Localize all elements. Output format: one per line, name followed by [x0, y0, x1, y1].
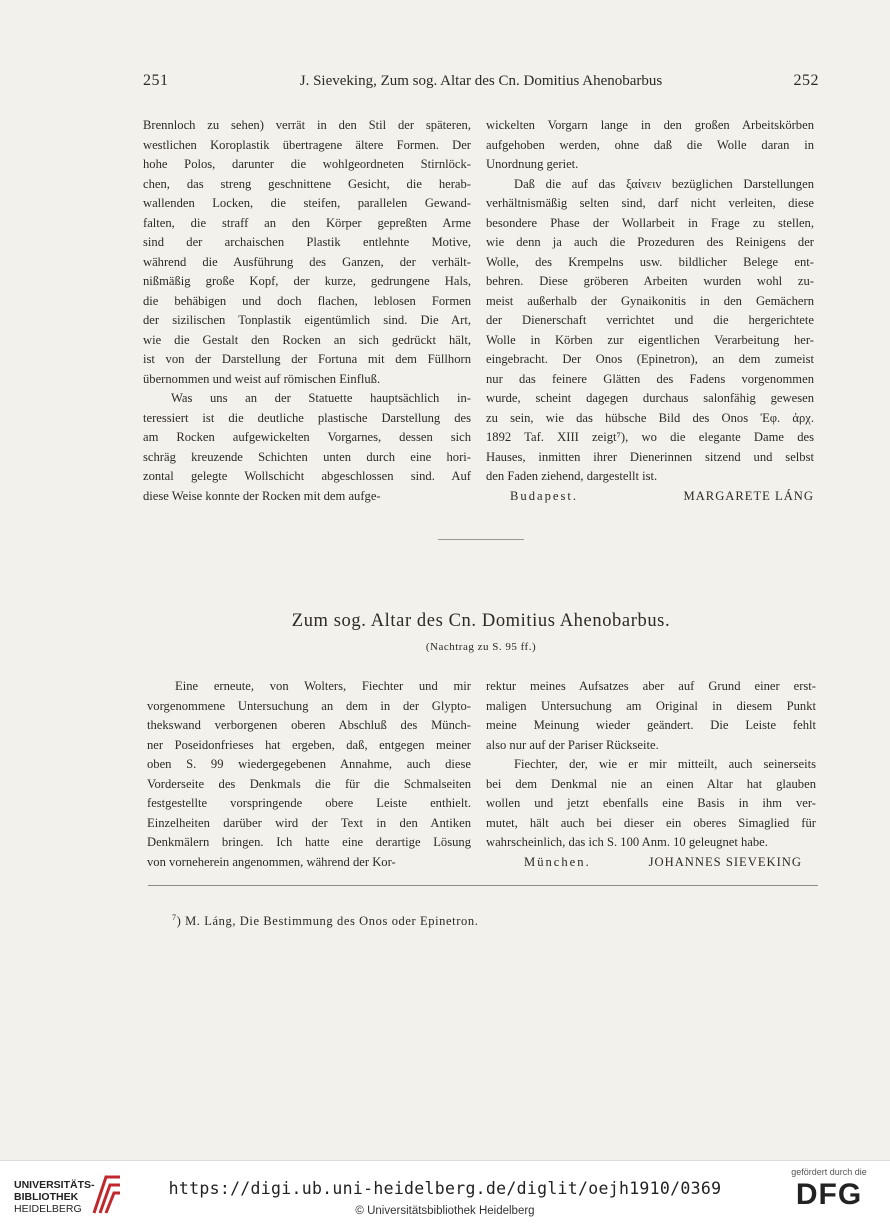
paragraph [143, 116, 471, 389]
text-line: Fiechter, der, wie er mir mitteilt, auch seinerseits [514, 757, 816, 771]
signature [486, 853, 816, 873]
text-line: wallenden Locken, die steifen, parallelen Gewand- [143, 196, 471, 210]
text-line: nißmäßig große Kopf, der kurze, gedrungene Hals, [143, 274, 471, 288]
text-line: meist außerhalb der Gynaikonitis in den Gemächern [486, 293, 814, 308]
text-line: nur das feinere Glätten des Fadens vorgenommen [486, 371, 814, 386]
text-line: teressiert ist die deutliche plastische Darstellung des [143, 410, 471, 425]
text-line: Brennloch zu sehen) verrät in den Stil der späteren, [143, 118, 471, 132]
upper-left-column [143, 116, 471, 506]
paragraph [147, 677, 471, 872]
text-line: die behäbigen und doch flachen, leblosen Formen [143, 293, 471, 308]
running-head [143, 72, 819, 94]
paragraph [486, 677, 816, 755]
text-line: zu sein, wie das hübsche Bild des Onos Ἐφ. ἀρχ. [486, 410, 814, 425]
text-line: eingebracht. Der Onos (Epinetron), an dem zumeist [486, 352, 814, 366]
library-name-line: UNIVERSITÄTS- [14, 1179, 95, 1191]
text-line: wie die Gestalt den Rocken an sich gedrückt hält, [143, 332, 471, 347]
paragraph [143, 389, 471, 506]
funding-note: gefördert durch die [791, 1167, 867, 1177]
text-line: wahrscheinlich, das ich S. 100 Anm. 10 geleugnet habe. [486, 835, 768, 849]
text-line: westlichen Koroplastik übertragene ältere Formen. Der [143, 137, 471, 152]
article-title: Zum sog. Altar des Cn. Domitius Ahenobarbus. [291, 611, 671, 631]
text-line: behren. Diese gröberen Arbeiten wurden wohl zu- [486, 274, 814, 288]
signature [486, 487, 814, 507]
text-line: ner Poseidonfrieses hat ergeben, daß, entgegen meiner [147, 737, 471, 752]
text-line: ist von der Darstellung der Fortuna mit dem Füllhorn [143, 352, 471, 366]
text-line: zontal gelegte Wollschicht abgeschlossen sind. Auf [143, 469, 471, 483]
text-line: während die Ausführung des Ganzen, der verhält- [143, 254, 471, 269]
text-line: chen, das streng geschnittene Gesicht, die herab- [143, 176, 471, 191]
text-line: besondere Phase der Wollarbeit in Frage zu stellen, [486, 215, 814, 230]
text-line: übernommen und weist auf römischen Einfluß. [143, 371, 381, 386]
text-line: schräg kreuzende Schichten unten durch eine hori- [143, 449, 471, 464]
text-line: diese Weise konnte der Rocken mit dem aufge- [143, 488, 381, 503]
text-line: Wolle, des Krempelns usw. bildlicher Belege ent- [486, 254, 814, 269]
lower-right-column [486, 677, 816, 872]
paragraph [486, 116, 814, 175]
text-line: Unordnung geriet. [486, 157, 579, 171]
text-line: sind der archaischen Plastik entlehnte Motive, [143, 235, 471, 249]
text-line: rektur meines Aufsatzes aber auf Grund einer erst- [486, 679, 816, 693]
dfg-logo[interactable] [790, 1167, 868, 1212]
lower-left-column [147, 677, 471, 872]
upper-right-column [486, 116, 814, 506]
viewer-footer [0, 1160, 890, 1230]
text-line: wollen und jetzt ebenfalls eine Basis in ihm ver- [486, 796, 816, 810]
running-title: J. Sieveking, Zum sog. Altar des Cn. Domitius Ahenobarbus [299, 73, 663, 89]
footnote-rule [148, 885, 818, 886]
section-separator [438, 539, 524, 540]
text-line: Vorderseite des Denkmals die für die Schmalseiten [147, 776, 471, 791]
copyright-notice: © Universitätsbibliothek Heidelberg [355, 1205, 535, 1217]
text-line: bei dem Denkmal nie an einen Altar hat glauben [486, 776, 816, 791]
permalink-url[interactable]: https://digi.ub.uni-heidelberg.de/diglit/oejh1910/0369 [168, 1179, 722, 1198]
paragraph [486, 755, 816, 853]
signature-place: München. [524, 854, 591, 869]
paragraph [486, 175, 814, 487]
article-subtitle: (Nachtrag zu S. 95 ff.) [425, 641, 537, 653]
text-line: Eine erneute, von Wolters, Fiechter und mir [175, 679, 471, 693]
text-line: von vorneherein angenommen, während der Kor- [147, 854, 396, 869]
text-line: Daß die auf das ξαίνειν bezüglichen Darstellungen [514, 176, 814, 191]
text-line: vorgenommene Untersuchung an dem in der Glypto- [147, 698, 471, 713]
text-line: 1892 Taf. XIII zeigt⁷), wo die elegante Dame des [486, 430, 814, 444]
text-line: mutet, hält auch bei dieser ein oberes Simaglied für [486, 815, 816, 830]
library-name-line: BIBLIOTHEK [14, 1191, 79, 1203]
text-line: thekswand verborgenen oberen Abschluß des Münch- [147, 718, 471, 732]
library-city-line: HEIDELBERG [14, 1203, 82, 1215]
page-number-left: 251 [143, 72, 169, 89]
footnote-text: ) M. Láng, Die Bestimmung des Onos oder Epinetron. [176, 914, 479, 929]
text-line: Hauses, inmitten ihrer Dienerinnen sitzend und selbst [486, 449, 814, 464]
text-line: Was uns an der Statuette hauptsächlich in- [171, 391, 471, 405]
dfg-wordmark: DFG [795, 1178, 863, 1211]
text-line: aufgehoben werden, ohne daß die Wolle daran in [486, 137, 814, 152]
signature-name: MARGARETE LÁNG [683, 488, 814, 503]
text-line: Denkmälern bringen. Ich hatte eine derartige Lösung [147, 835, 471, 849]
text-line: falten, die straff an den Körper gepreßten Arme [143, 215, 471, 230]
signature-name: JOHANNES SIEVEKING [648, 854, 802, 869]
text-line: festgestellte vorspringende obere Leiste enthielt. [147, 796, 471, 810]
text-line: den Faden ziehend, dargestellt ist. [486, 469, 658, 483]
page-number-right: 252 [793, 72, 819, 89]
text-line: der Dienerschaft verrichtet und die hergerichtete [486, 313, 814, 327]
text-line: wie denn ja auch die Prozeduren des Reinigens der [486, 235, 814, 249]
text-line: maligen Untersuchung am Original in diesem Punkt [486, 698, 816, 713]
text-line: der sizilischen Tonplastik eigentümlich sind. Die Art, [143, 313, 471, 327]
text-line: oben S. 99 wiedergegebenen Annahme, auch diese [147, 757, 471, 771]
text-line: verhältnismäßig selten sind, darf nicht verleiten, diese [486, 196, 814, 210]
text-line: hohe Polos, darunter die wohlgeordneten Stirnlöck- [143, 157, 471, 171]
text-line: wurde, scheint dagegen durchaus salonfähig gewesen [486, 391, 814, 405]
text-line: Einzelheiten darüber wird der Text in den Antiken [147, 815, 471, 830]
footnote [172, 913, 478, 929]
text-line: Wolle in Körben zur eigentlichen Verarbeitung her- [486, 332, 814, 347]
footnote-mark: 7 [172, 913, 177, 922]
text-line: wickelten Vorgarn lange in den großen Arbeitskörben [486, 118, 814, 132]
text-line: am Rocken aufgewickelten Vorgarnes, dessen sich [143, 430, 471, 444]
text-line: meine Meinung wieder geändert. Die Leiste fehlt [486, 718, 816, 732]
text-line: also nur auf der Pariser Rückseite. [486, 737, 659, 752]
signature-place: Budapest. [510, 488, 579, 503]
